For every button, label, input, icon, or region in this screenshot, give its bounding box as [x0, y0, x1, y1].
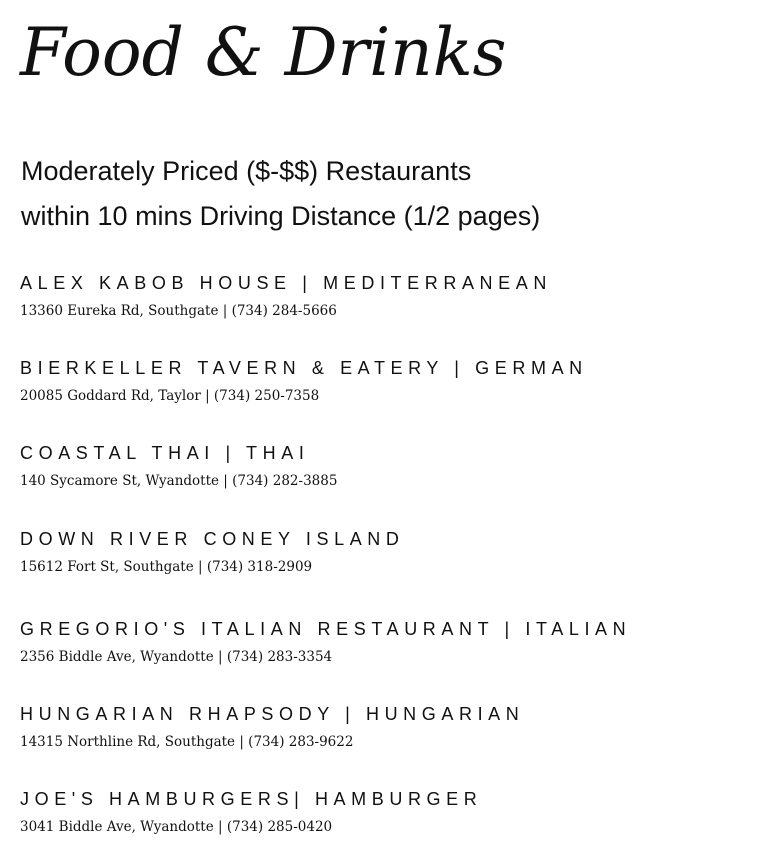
- subtitle-distance: within 10 mins Driving Distance (1/2 pages): [21, 201, 541, 231]
- restaurant-name: BIERKELLER TAVERN & EATERY | GERMAN: [20, 358, 588, 378]
- restaurant-entry: [20, 618, 760, 666]
- restaurant-name: DOWN RIVER CONEY ISLAND: [20, 529, 405, 549]
- restaurant-entry: [20, 528, 760, 576]
- restaurant-address-phone: 2356 Biddle Ave, Wyandotte | (734) 283-3354: [20, 649, 333, 665]
- restaurant-entry: [20, 442, 760, 490]
- restaurant-address-phone: 13360 Eureka Rd, Southgate | (734) 284-5666: [20, 303, 337, 319]
- restaurant-address-phone: 3041 Biddle Ave, Wyandotte | (734) 285-0420: [20, 819, 333, 835]
- restaurant-name: HUNGARIAN RHAPSODY | HUNGARIAN: [20, 704, 525, 724]
- page-title: Food & Drinks: [20, 14, 507, 91]
- restaurant-entry: [20, 272, 760, 320]
- restaurant-entry: [20, 703, 760, 751]
- restaurant-name: JOE'S HAMBURGERS| HAMBURGER: [20, 789, 483, 809]
- restaurant-name: COASTAL THAI | THAI: [20, 443, 310, 463]
- restaurant-address-phone: 20085 Goddard Rd, Taylor | (734) 250-7358: [20, 388, 320, 404]
- subtitle-price-range: Moderately Priced ($-$$) Restaurants: [21, 156, 472, 186]
- restaurant-name: GREGORIO'S ITALIAN RESTAURANT | ITALIAN: [20, 619, 632, 639]
- restaurant-address-phone: 14315 Northline Rd, Southgate | (734) 283-9622: [20, 734, 354, 750]
- restaurant-entry: [20, 788, 760, 836]
- restaurant-address-phone: 140 Sycamore St, Wyandotte | (734) 282-3885: [20, 473, 338, 489]
- restaurant-address-phone: 15612 Fort St, Southgate | (734) 318-2909: [20, 559, 313, 575]
- restaurant-entry: [20, 357, 760, 405]
- restaurant-name: ALEX KABOB HOUSE | MEDITERRANEAN: [20, 273, 552, 293]
